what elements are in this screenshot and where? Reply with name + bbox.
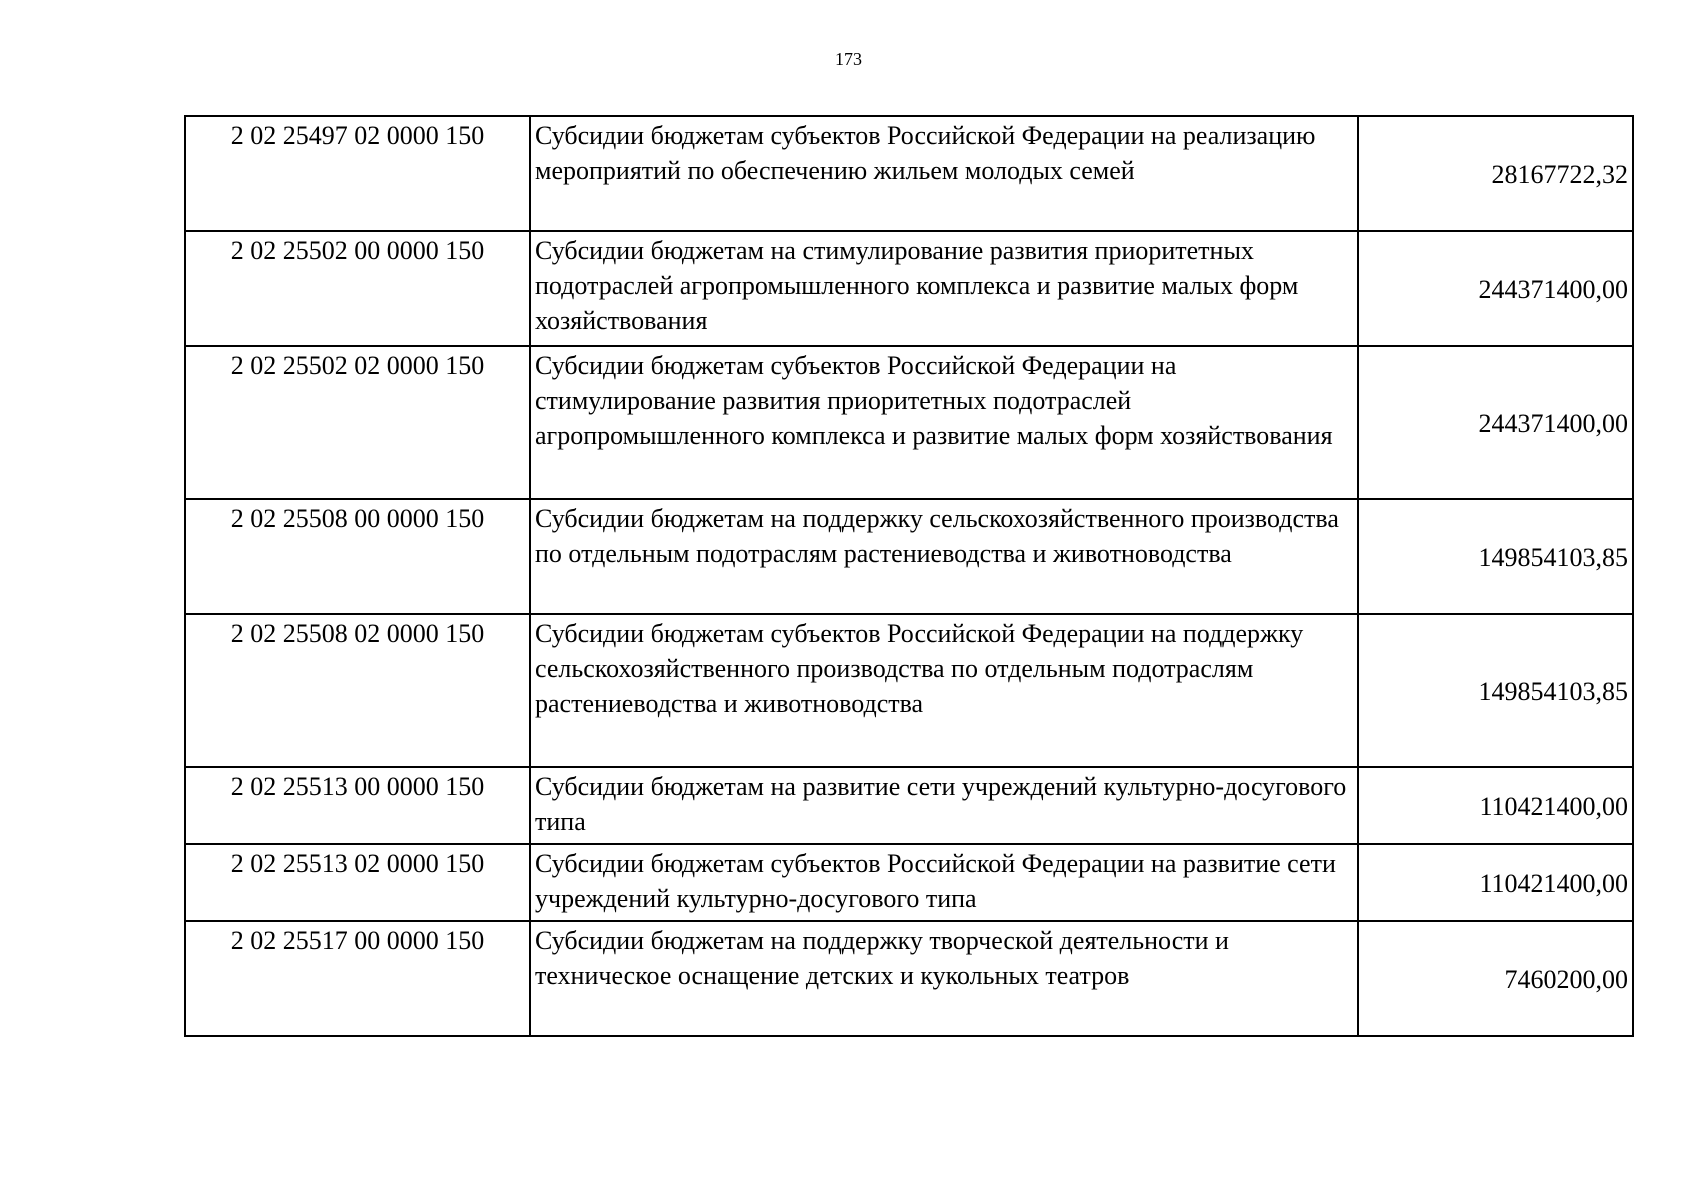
budget-amount-cell: 244371400,00	[1358, 231, 1633, 346]
budget-table	[184, 115, 1634, 1037]
budget-code-cell: 2 02 25517 00 0000 150	[185, 921, 530, 1036]
table-row	[185, 614, 1633, 767]
budget-name-cell: Субсидии бюджетам на развитие сети учреждений культурно-досугового типа	[530, 767, 1358, 844]
budget-name-cell: Субсидии бюджетам субъектов Российской Федерации на развитие сети учреждений культурно-досугового типа	[530, 844, 1358, 921]
budget-code-cell: 2 02 25502 02 0000 150	[185, 346, 530, 499]
budget-name-cell: Субсидии бюджетам на поддержку сельскохозяйственного производства по отдельным подотраслям растениеводства и животноводства	[530, 499, 1358, 614]
budget-amount-cell: 244371400,00	[1358, 346, 1633, 499]
budget-amount-cell: 28167722,32	[1358, 116, 1633, 231]
table-row	[185, 844, 1633, 921]
budget-code-cell: 2 02 25497 02 0000 150	[185, 116, 530, 231]
table-row	[185, 499, 1633, 614]
budget-code-cell: 2 02 25508 02 0000 150	[185, 614, 530, 767]
budget-name-cell: Субсидии бюджетам субъектов Российской Федерации на поддержку сельскохозяйственного производства по отдельным подотраслям растениеводства и животноводства	[530, 614, 1358, 767]
page-number: 173	[835, 49, 862, 69]
budget-amount-cell: 149854103,85	[1358, 614, 1633, 767]
budget-name-cell: Субсидии бюджетам субъектов Российской Федерации на стимулирование развития приоритетных подотраслей агропромышленного комплекса и развитие малых форм хозяйствования	[530, 346, 1358, 499]
budget-code-cell: 2 02 25502 00 0000 150	[185, 231, 530, 346]
budget-amount-cell: 7460200,00	[1358, 921, 1633, 1036]
table-row	[185, 921, 1633, 1036]
budget-code-cell: 2 02 25513 02 0000 150	[185, 844, 530, 921]
budget-amount-cell: 110421400,00	[1358, 767, 1633, 844]
table-row	[185, 231, 1633, 346]
budget-name-cell: Субсидии бюджетам на стимулирование развития приоритетных подотраслей агропромышленного комплекса и развитие малых форм хозяйствования	[530, 231, 1358, 346]
budget-amount-cell: 149854103,85	[1358, 499, 1633, 614]
table-row	[185, 346, 1633, 499]
budget-name-cell: Субсидии бюджетам субъектов Российской Федерации на реализацию мероприятий по обеспечению жильем молодых семей	[530, 116, 1358, 231]
budget-amount-cell: 110421400,00	[1358, 844, 1633, 921]
table-row	[185, 767, 1633, 844]
budget-name-cell: Субсидии бюджетам на поддержку творческой деятельности и техническое оснащение детских и кукольных театров	[530, 921, 1358, 1036]
table-row	[185, 116, 1633, 231]
budget-code-cell: 2 02 25513 00 0000 150	[185, 767, 530, 844]
budget-code-cell: 2 02 25508 00 0000 150	[185, 499, 530, 614]
